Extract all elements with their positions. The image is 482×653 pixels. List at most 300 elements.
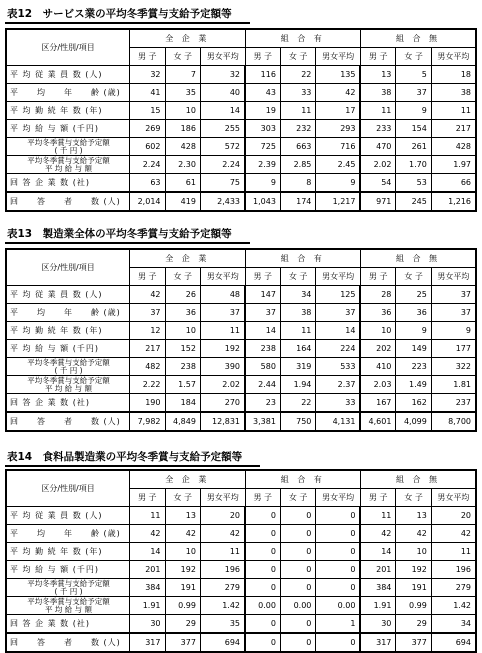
- value-cell: 33: [316, 394, 361, 413]
- table-title: 表14 食料品製造業の平均冬季賞与支給予定額等: [5, 450, 260, 467]
- value-cell: 0.99: [165, 597, 200, 615]
- sub-header: 女 子: [165, 489, 200, 507]
- value-cell: 18: [431, 66, 476, 84]
- value-cell: 1.81: [431, 376, 476, 394]
- group-header: 全 企 業: [130, 29, 245, 48]
- value-cell: 0.99: [396, 597, 431, 615]
- value-cell: 716: [316, 138, 361, 156]
- value-cell: 580: [245, 358, 280, 376]
- table-row: [6, 340, 476, 358]
- sub-header: 男 子: [245, 48, 280, 66]
- value-cell: 2.22: [130, 376, 165, 394]
- value-cell: 19: [245, 102, 280, 120]
- row-label: 回 答 者 数 (人): [6, 192, 130, 211]
- value-cell: 11: [280, 102, 315, 120]
- value-cell: 42: [360, 525, 395, 543]
- value-cell: 0.00: [316, 597, 361, 615]
- value-cell: 37: [316, 304, 361, 322]
- value-cell: 10: [396, 543, 431, 561]
- value-cell: 217: [130, 340, 165, 358]
- value-cell: 43: [245, 84, 280, 102]
- sub-header: 女 子: [280, 48, 315, 66]
- sub-header: 女 子: [396, 48, 431, 66]
- value-cell: 7,982: [130, 412, 165, 431]
- row-label: 平 均 給 与 額 (千円): [6, 120, 130, 138]
- value-cell: 17: [316, 102, 361, 120]
- value-cell: 0: [245, 615, 280, 634]
- value-cell: 0: [245, 561, 280, 579]
- table-row: [6, 597, 476, 615]
- table-row: [6, 286, 476, 304]
- value-cell: 61: [165, 174, 200, 193]
- value-cell: 42: [396, 525, 431, 543]
- value-cell: 390: [200, 358, 245, 376]
- table-title: 表13 製造業全体の平均冬季賞与支給予定額等: [5, 227, 250, 244]
- row-label: 回 答 者 数 (人): [6, 633, 130, 652]
- value-cell: 54: [360, 174, 395, 193]
- value-cell: 9: [316, 174, 361, 193]
- value-cell: 245: [396, 192, 431, 211]
- value-cell: 192: [200, 340, 245, 358]
- group-header: 組 合 有: [245, 470, 360, 489]
- value-cell: 0: [280, 507, 315, 525]
- value-cell: 1.42: [431, 597, 476, 615]
- value-cell: 135: [316, 66, 361, 84]
- value-cell: 154: [396, 120, 431, 138]
- value-cell: 30: [130, 615, 165, 634]
- table-row: [6, 120, 476, 138]
- value-cell: 26: [165, 286, 200, 304]
- value-cell: 42: [130, 286, 165, 304]
- table-row: [6, 358, 476, 376]
- value-cell: 9: [245, 174, 280, 193]
- row-label: 平 均 従 業 員 数 (人): [6, 507, 130, 525]
- row-label: 平均冬季賞与支給予定額 ( 千 円 ): [6, 579, 130, 597]
- value-cell: 48: [200, 286, 245, 304]
- value-cell: 11: [360, 102, 395, 120]
- value-cell: 0: [245, 633, 280, 652]
- value-cell: 0: [316, 543, 361, 561]
- value-cell: 4,601: [360, 412, 395, 431]
- value-cell: 30: [360, 615, 395, 634]
- sub-header: 男女平均: [200, 48, 245, 66]
- value-cell: 2.30: [165, 156, 200, 174]
- value-cell: 34: [280, 286, 315, 304]
- value-cell: 694: [431, 633, 476, 652]
- value-cell: 1,216: [431, 192, 476, 211]
- value-cell: 2.39: [245, 156, 280, 174]
- table-container: [5, 469, 477, 653]
- value-cell: 0: [245, 543, 280, 561]
- value-cell: 42: [130, 525, 165, 543]
- value-cell: 42: [165, 525, 200, 543]
- value-cell: 1.70: [396, 156, 431, 174]
- header-row-groups: [6, 470, 476, 489]
- value-cell: 0: [316, 525, 361, 543]
- value-cell: 32: [200, 66, 245, 84]
- value-cell: 149: [396, 340, 431, 358]
- value-cell: 255: [200, 120, 245, 138]
- value-cell: 0: [280, 543, 315, 561]
- value-cell: 533: [316, 358, 361, 376]
- corner-header: 区分/性別/項目: [6, 29, 130, 66]
- value-cell: 224: [316, 340, 361, 358]
- value-cell: 0: [245, 507, 280, 525]
- sub-header: 男 子: [130, 48, 165, 66]
- value-cell: 5: [396, 66, 431, 84]
- value-cell: 319: [280, 358, 315, 376]
- row-label: 回 答 企 業 数 (社): [6, 394, 130, 413]
- value-cell: 410: [360, 358, 395, 376]
- value-cell: 10: [165, 322, 200, 340]
- value-cell: 4,849: [165, 412, 200, 431]
- value-cell: 0.00: [280, 597, 315, 615]
- value-cell: 0.00: [245, 597, 280, 615]
- header-row-groups: [6, 29, 476, 48]
- table-section-14: [5, 445, 477, 647]
- value-cell: 184: [165, 394, 200, 413]
- row-label: 回 答 企 業 数 (社): [6, 174, 130, 193]
- value-cell: 28: [360, 286, 395, 304]
- value-cell: 35: [165, 84, 200, 102]
- value-cell: 0: [280, 633, 315, 652]
- group-header: 組 合 有: [245, 29, 360, 48]
- value-cell: 11: [200, 322, 245, 340]
- value-cell: 750: [280, 412, 315, 431]
- value-cell: 201: [360, 561, 395, 579]
- sub-header: 男女平均: [431, 489, 476, 507]
- value-cell: 196: [200, 561, 245, 579]
- value-cell: 971: [360, 192, 395, 211]
- corner-header: 区分/性別/項目: [6, 470, 130, 507]
- value-cell: 191: [396, 579, 431, 597]
- value-cell: 29: [396, 615, 431, 634]
- sub-header: 男女平均: [200, 489, 245, 507]
- value-cell: 37: [245, 304, 280, 322]
- value-cell: 2.37: [316, 376, 361, 394]
- value-cell: 4,131: [316, 412, 361, 431]
- sub-header: 男 子: [245, 489, 280, 507]
- value-cell: 35: [200, 615, 245, 634]
- data-table: [5, 28, 477, 212]
- value-cell: 37: [200, 304, 245, 322]
- value-cell: 2.03: [360, 376, 395, 394]
- value-cell: 14: [245, 322, 280, 340]
- sub-header: 男 子: [245, 268, 280, 286]
- sub-header: 女 子: [396, 489, 431, 507]
- value-cell: 192: [165, 561, 200, 579]
- value-cell: 25: [396, 286, 431, 304]
- value-cell: 14: [360, 543, 395, 561]
- value-cell: 11: [280, 322, 315, 340]
- sub-header: 男 子: [130, 268, 165, 286]
- value-cell: 2,014: [130, 192, 165, 211]
- sub-header: 女 子: [396, 268, 431, 286]
- value-cell: 13: [165, 507, 200, 525]
- value-cell: 8,700: [431, 412, 476, 431]
- row-label: 平 均 給 与 額 (千円): [6, 340, 130, 358]
- value-cell: 238: [165, 358, 200, 376]
- value-cell: 196: [431, 561, 476, 579]
- value-cell: 2.85: [280, 156, 315, 174]
- value-cell: 1.91: [130, 597, 165, 615]
- table-row: [6, 138, 476, 156]
- table-row: [6, 543, 476, 561]
- value-cell: 232: [280, 120, 315, 138]
- value-cell: 0: [316, 561, 361, 579]
- value-cell: 0: [316, 633, 361, 652]
- value-cell: 11: [431, 102, 476, 120]
- value-cell: 75: [200, 174, 245, 193]
- sub-header: 男 子: [360, 489, 395, 507]
- value-cell: 11: [200, 543, 245, 561]
- value-cell: 7: [165, 66, 200, 84]
- value-cell: 1: [316, 615, 361, 634]
- value-cell: 0: [280, 525, 315, 543]
- table-section-12: [5, 2, 477, 206]
- value-cell: 177: [431, 340, 476, 358]
- value-cell: 14: [130, 543, 165, 561]
- sub-header: 男女平均: [200, 268, 245, 286]
- value-cell: 470: [360, 138, 395, 156]
- value-cell: 1.97: [431, 156, 476, 174]
- value-cell: 602: [130, 138, 165, 156]
- value-cell: 29: [165, 615, 200, 634]
- value-cell: 572: [200, 138, 245, 156]
- value-cell: 238: [245, 340, 280, 358]
- value-cell: 2.24: [200, 156, 245, 174]
- value-cell: 66: [431, 174, 476, 193]
- table-row: [6, 394, 476, 413]
- value-cell: 37: [130, 304, 165, 322]
- group-header: 組 合 無: [360, 249, 476, 268]
- header-row-groups: [6, 249, 476, 268]
- value-cell: 1.57: [165, 376, 200, 394]
- sub-header: 男 子: [130, 489, 165, 507]
- sub-header: 男女平均: [431, 48, 476, 66]
- value-cell: 15: [130, 102, 165, 120]
- sub-header: 女 子: [165, 48, 200, 66]
- table-row: [6, 507, 476, 525]
- value-cell: 32: [130, 66, 165, 84]
- table-row: [6, 156, 476, 174]
- value-cell: 201: [130, 561, 165, 579]
- value-cell: 223: [396, 358, 431, 376]
- row-label: 平 均 勤 続 年 数 (年): [6, 322, 130, 340]
- value-cell: 20: [431, 507, 476, 525]
- value-cell: 0: [280, 615, 315, 634]
- value-cell: 377: [165, 633, 200, 652]
- value-cell: 53: [396, 174, 431, 193]
- value-cell: 1.42: [200, 597, 245, 615]
- value-cell: 10: [360, 322, 395, 340]
- value-cell: 162: [396, 394, 431, 413]
- value-cell: 167: [360, 394, 395, 413]
- value-cell: 34: [431, 615, 476, 634]
- value-cell: 37: [431, 286, 476, 304]
- value-cell: 125: [316, 286, 361, 304]
- value-cell: 37: [396, 84, 431, 102]
- value-cell: 13: [360, 66, 395, 84]
- value-cell: 0: [245, 525, 280, 543]
- row-label: 平 均 年 齢 (歳): [6, 525, 130, 543]
- value-cell: 1,217: [316, 192, 361, 211]
- value-cell: 38: [360, 84, 395, 102]
- value-cell: 269: [130, 120, 165, 138]
- value-cell: 2.24: [130, 156, 165, 174]
- table-row: [6, 84, 476, 102]
- value-cell: 152: [165, 340, 200, 358]
- table-row: [6, 561, 476, 579]
- value-cell: 38: [280, 304, 315, 322]
- value-cell: 174: [280, 192, 315, 211]
- value-cell: 42: [316, 84, 361, 102]
- value-cell: 0: [316, 579, 361, 597]
- value-cell: 202: [360, 340, 395, 358]
- row-label: 平 均 勤 続 年 数 (年): [6, 543, 130, 561]
- value-cell: 38: [431, 84, 476, 102]
- value-cell: 482: [130, 358, 165, 376]
- value-cell: 36: [360, 304, 395, 322]
- row-label: 平均冬季賞与支給予定額 平 均 給 与 額: [6, 597, 130, 615]
- value-cell: 2.44: [245, 376, 280, 394]
- value-cell: 36: [165, 304, 200, 322]
- table-row: [6, 174, 476, 193]
- value-cell: 233: [360, 120, 395, 138]
- value-cell: 317: [360, 633, 395, 652]
- value-cell: 0: [316, 507, 361, 525]
- sub-header: 男女平均: [316, 489, 361, 507]
- row-label: 平 均 従 業 員 数 (人): [6, 286, 130, 304]
- value-cell: 63: [130, 174, 165, 193]
- value-cell: 663: [280, 138, 315, 156]
- value-cell: 428: [431, 138, 476, 156]
- value-cell: 36: [396, 304, 431, 322]
- value-cell: 279: [200, 579, 245, 597]
- table-row: [6, 66, 476, 84]
- table-row: [6, 579, 476, 597]
- value-cell: 33: [280, 84, 315, 102]
- group-header: 組 合 有: [245, 249, 360, 268]
- value-cell: 20: [200, 507, 245, 525]
- table-section-13: [5, 222, 477, 426]
- value-cell: 279: [431, 579, 476, 597]
- value-cell: 261: [396, 138, 431, 156]
- table-row: [6, 304, 476, 322]
- value-cell: 0: [280, 561, 315, 579]
- table-row: [6, 615, 476, 634]
- value-cell: 2.02: [200, 376, 245, 394]
- value-cell: 428: [165, 138, 200, 156]
- table-title: 表12 サービス業の平均冬季賞与支給予定額等: [5, 7, 250, 24]
- row-label: 平均冬季賞与支給予定額 ( 千 円 ): [6, 358, 130, 376]
- value-cell: 191: [165, 579, 200, 597]
- value-cell: 9: [396, 322, 431, 340]
- row-label: 平 均 年 齢 (歳): [6, 304, 130, 322]
- sub-header: 女 子: [280, 489, 315, 507]
- table-row: [6, 525, 476, 543]
- value-cell: 42: [431, 525, 476, 543]
- row-label: 回 答 者 数 (人): [6, 412, 130, 431]
- row-label: 平均冬季賞与支給予定額 ( 千 円 ): [6, 138, 130, 156]
- table-row: [6, 102, 476, 120]
- sub-header: 女 子: [280, 268, 315, 286]
- value-cell: 14: [316, 322, 361, 340]
- value-cell: 384: [360, 579, 395, 597]
- value-cell: 725: [245, 138, 280, 156]
- table-container: [5, 248, 477, 432]
- value-cell: 164: [280, 340, 315, 358]
- value-cell: 303: [245, 120, 280, 138]
- value-cell: 322: [431, 358, 476, 376]
- table-row: [6, 192, 476, 211]
- value-cell: 2.45: [316, 156, 361, 174]
- value-cell: 237: [431, 394, 476, 413]
- table-row: [6, 412, 476, 431]
- value-cell: 2.02: [360, 156, 395, 174]
- group-header: 組 合 無: [360, 470, 476, 489]
- value-cell: 270: [200, 394, 245, 413]
- value-cell: 42: [200, 525, 245, 543]
- value-cell: 9: [431, 322, 476, 340]
- value-cell: 293: [316, 120, 361, 138]
- value-cell: 4,099: [396, 412, 431, 431]
- corner-header: 区分/性別/項目: [6, 249, 130, 286]
- group-header: 組 合 無: [360, 29, 476, 48]
- row-label: 平 均 従 業 員 数 (人): [6, 66, 130, 84]
- value-cell: 1.49: [396, 376, 431, 394]
- value-cell: 10: [165, 543, 200, 561]
- sub-header: 男女平均: [431, 268, 476, 286]
- data-table: [5, 248, 477, 432]
- value-cell: 11: [431, 543, 476, 561]
- value-cell: 8: [280, 174, 315, 193]
- data-table: [5, 469, 477, 653]
- sub-header: 男 子: [360, 268, 395, 286]
- row-label: 平均冬季賞与支給予定額 平 均 給 与 額: [6, 156, 130, 174]
- group-header: 全 企 業: [130, 249, 245, 268]
- value-cell: 23: [245, 394, 280, 413]
- value-cell: 192: [396, 561, 431, 579]
- row-label: 平均冬季賞与支給予定額 平 均 給 与 額: [6, 376, 130, 394]
- value-cell: 3,381: [245, 412, 280, 431]
- value-cell: 116: [245, 66, 280, 84]
- value-cell: 2,433: [200, 192, 245, 211]
- row-label: 平 均 勤 続 年 数 (年): [6, 102, 130, 120]
- value-cell: 384: [130, 579, 165, 597]
- row-label: 平 均 給 与 額 (千円): [6, 561, 130, 579]
- table-row: [6, 633, 476, 652]
- value-cell: 419: [165, 192, 200, 211]
- group-header: 全 企 業: [130, 470, 245, 489]
- sub-header: 男女平均: [316, 268, 361, 286]
- value-cell: 12: [130, 322, 165, 340]
- value-cell: 1,043: [245, 192, 280, 211]
- value-cell: 217: [431, 120, 476, 138]
- value-cell: 40: [200, 84, 245, 102]
- value-cell: 377: [396, 633, 431, 652]
- value-cell: 22: [280, 394, 315, 413]
- value-cell: 13: [396, 507, 431, 525]
- value-cell: 41: [130, 84, 165, 102]
- value-cell: 1.94: [280, 376, 315, 394]
- sub-header: 男女平均: [316, 48, 361, 66]
- value-cell: 186: [165, 120, 200, 138]
- value-cell: 12,831: [200, 412, 245, 431]
- value-cell: 190: [130, 394, 165, 413]
- value-cell: 10: [165, 102, 200, 120]
- table-container: [5, 28, 477, 212]
